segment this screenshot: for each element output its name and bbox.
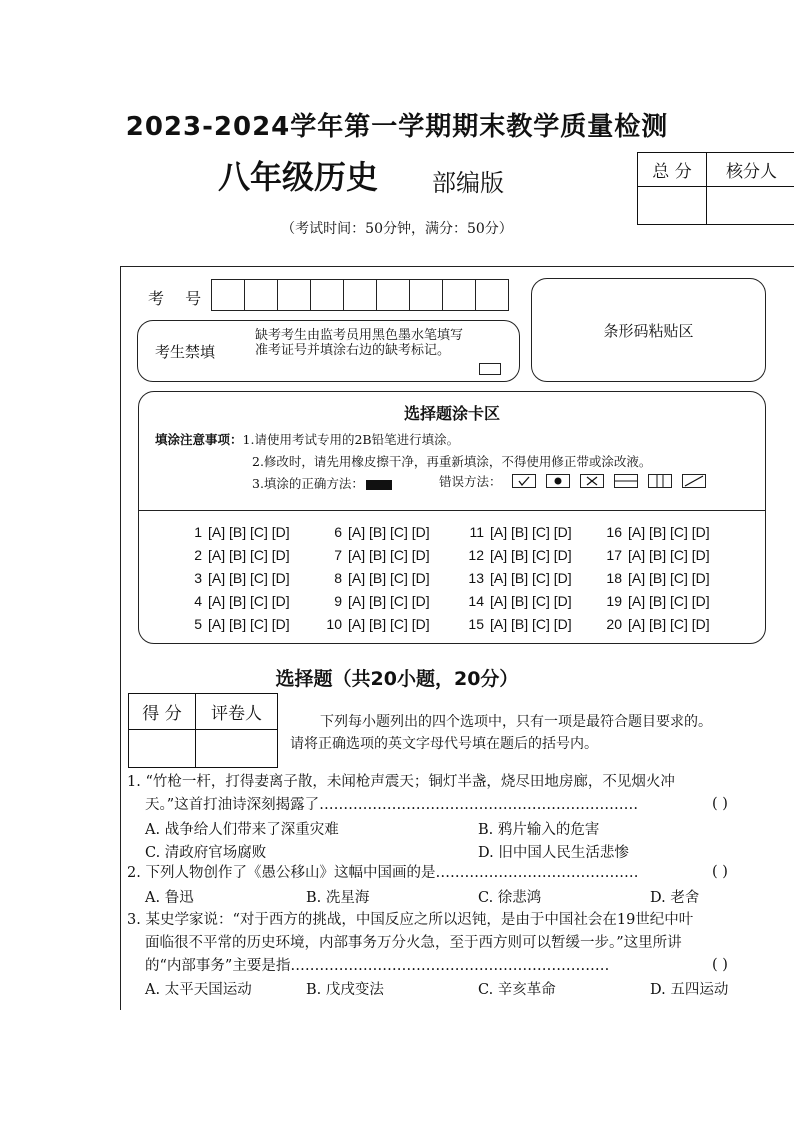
note-line-1: [155, 430, 459, 448]
answer-row[interactable]: [320, 590, 470, 613]
note-3: 3.填涂的正确方法：: [252, 476, 364, 491]
checker-cell[interactable]: [707, 187, 794, 225]
option-b: B. 冼星海: [306, 890, 370, 906]
answer-row[interactable]: [462, 567, 612, 590]
id-digit-cell[interactable]: [211, 279, 245, 311]
half-fill-mark-icon: [614, 474, 638, 488]
question-2-line-1: 2. 下列人物创作了《愚公移山》这幅中国画的是……………………………………: [127, 865, 639, 881]
correct-fill-sample: [366, 480, 392, 490]
barcode-label: 条形码粘贴区: [603, 321, 694, 340]
question-number: 1: [194, 524, 202, 540]
question-number: 9: [334, 593, 342, 609]
question-1-line-2: 天。”这首打油诗深刻揭露了…………………………………………………………: [145, 797, 639, 813]
question-number: 16: [606, 524, 622, 540]
answer-row[interactable]: [462, 521, 612, 544]
bubble-options[interactable]: [A] [B] [C] [D]: [348, 547, 430, 563]
grader-label: 评卷人: [196, 694, 278, 730]
subject-title: 八年级历史: [218, 158, 379, 196]
total-score-label: 总 分: [638, 153, 707, 187]
option-d: D. 旧中国人民生活悲惨: [478, 845, 629, 861]
option-b: B. 戊戌变法: [306, 982, 384, 998]
candidate-id-cells[interactable]: [212, 279, 509, 311]
forbidden-text: 缺考考生由监考员用黑色墨水笔填写准考证号并填涂右边的缺考标记。: [255, 328, 464, 358]
double-bar-mark-icon: [648, 474, 672, 488]
note-2: 2.修改时，请先用橡皮擦干净，再重新填涂，不得使用修正带或涂改液。: [252, 454, 652, 469]
bubble-options[interactable]: [A] [B] [C] [D]: [628, 593, 710, 609]
grader-cell[interactable]: [196, 730, 278, 768]
id-digit-cell[interactable]: [277, 279, 311, 311]
question-3-line-3: 的“内部事务”主要是指…………………………………………………………: [145, 958, 610, 974]
answer-bracket[interactable]: ( ): [712, 796, 728, 812]
option-a: A. 鲁迅: [145, 890, 194, 906]
bubble-options[interactable]: [A] [B] [C] [D]: [628, 524, 710, 540]
bubble-options[interactable]: [A] [B] [C] [D]: [208, 593, 290, 609]
bubble-options[interactable]: [A] [B] [C] [D]: [348, 524, 430, 540]
option-c: C. 清政府官场腐败: [145, 845, 267, 861]
option-d: D. 五四运动: [650, 982, 729, 998]
answer-row[interactable]: [320, 567, 470, 590]
option-d: D. 老舍: [650, 890, 700, 906]
bubble-options[interactable]: [A] [B] [C] [D]: [490, 524, 572, 540]
forbidden-label: 考生禁填: [155, 343, 216, 361]
answer-row[interactable]: [600, 567, 750, 590]
answer-row[interactable]: [462, 544, 612, 567]
option-b: B. 鸦片输入的危害: [478, 822, 600, 838]
id-digit-cell[interactable]: [343, 279, 377, 311]
answer-row[interactable]: [600, 613, 750, 636]
answer-row[interactable]: [180, 544, 330, 567]
question-number: 11: [469, 524, 484, 540]
checker-label: 核分人: [707, 153, 794, 187]
cross-mark-icon: [580, 474, 604, 488]
question-number: 19: [606, 593, 622, 609]
answer-row[interactable]: [600, 544, 750, 567]
bubble-options[interactable]: [A] [B] [C] [D]: [628, 616, 710, 632]
note-1: 1.请使用考试专用的2B铅笔进行填涂。: [242, 432, 460, 447]
answer-row[interactable]: [180, 567, 330, 590]
dot-mark-icon: [546, 474, 570, 488]
answer-card-divider: [138, 510, 766, 511]
bubble-options[interactable]: [A] [B] [C] [D]: [348, 593, 430, 609]
bubble-options[interactable]: [A] [B] [C] [D]: [490, 616, 572, 632]
question-number: 12: [468, 547, 484, 563]
wrong-label: 错误方法：: [439, 474, 502, 489]
bubble-options[interactable]: [A] [B] [C] [D]: [628, 547, 710, 563]
bubble-options[interactable]: [A] [B] [C] [D]: [208, 570, 290, 586]
bubble-options[interactable]: [A] [B] [C] [D]: [490, 547, 572, 563]
section-score-cell[interactable]: [129, 730, 196, 768]
bubble-options[interactable]: [A] [B] [C] [D]: [208, 616, 290, 632]
total-score-cell[interactable]: [638, 187, 707, 225]
id-digit-cell[interactable]: [409, 279, 443, 311]
option-c: C. 辛亥革命: [478, 982, 556, 998]
id-digit-cell[interactable]: [310, 279, 344, 311]
instruction-line-1: 下列每小题列出的四个选项中，只有一项是最符合题目要求的。: [320, 714, 712, 730]
option-a: A. 战争给人们带来了深重灾难: [145, 822, 339, 838]
section-score-label: 得 分: [129, 694, 196, 730]
exam-title: 2023-2024学年第一学期期末教学质量检测: [125, 112, 669, 142]
answer-bracket[interactable]: ( ): [712, 864, 728, 880]
answer-row[interactable]: [180, 521, 330, 544]
slash-mark-icon: [682, 474, 706, 488]
notice-label: 填涂注意事项：: [155, 432, 243, 447]
question-number: 2: [194, 547, 202, 563]
option-a: A. 太平天国运动: [145, 982, 252, 998]
bubble-options[interactable]: [A] [B] [C] [D]: [490, 593, 572, 609]
question-1-line-1: 1. “竹枪一杆，打得妻离子散，未闻枪声震天；铜灯半盏，烧尽田地房廊，不见烟火冲: [127, 774, 675, 790]
question-number: 17: [606, 547, 622, 563]
question-number: 10: [326, 616, 342, 632]
question-3-line-2: 面临很不平常的历史环境，内部事务万分火急，至于西方则可以暂缓一步。”这里所讲: [145, 935, 682, 951]
question-number: 18: [606, 570, 622, 586]
barcode-area: [531, 278, 766, 382]
answer-row[interactable]: [320, 613, 470, 636]
section-title: 选择题（共20小题，20分）: [275, 668, 519, 690]
edition-label: 部编版: [432, 169, 504, 197]
option-c: C. 徐悲鸿: [478, 890, 542, 906]
bubble-options[interactable]: [A] [B] [C] [D]: [208, 524, 290, 540]
bubble-options[interactable]: [A] [B] [C] [D]: [348, 570, 430, 586]
question-number: 7: [334, 547, 342, 563]
absent-mark[interactable]: [479, 363, 501, 375]
question-number: 13: [468, 570, 484, 586]
id-digit-cell[interactable]: [442, 279, 476, 311]
bubble-options[interactable]: [A] [B] [C] [D]: [490, 570, 572, 586]
answer-row[interactable]: [600, 590, 750, 613]
check-mark-icon: [512, 474, 536, 488]
question-number: 20: [606, 616, 622, 632]
section-score-table: [128, 693, 278, 768]
bubble-options[interactable]: [A] [B] [C] [D]: [348, 616, 430, 632]
answer-row[interactable]: [462, 590, 612, 613]
candidate-id-label: 考 号: [148, 289, 210, 308]
question-number: 15: [468, 616, 484, 632]
question-number: 14: [468, 593, 484, 609]
question-number: 3: [194, 570, 202, 586]
answer-row[interactable]: [600, 521, 750, 544]
id-digit-cell[interactable]: [376, 279, 410, 311]
note-line-3: [252, 474, 392, 492]
bubble-options[interactable]: [A] [B] [C] [D]: [628, 570, 710, 586]
answer-row[interactable]: [180, 590, 330, 613]
bubble-options[interactable]: [A] [B] [C] [D]: [208, 547, 290, 563]
answer-row[interactable]: [462, 613, 612, 636]
id-digit-cell[interactable]: [475, 279, 509, 311]
answer-bracket[interactable]: ( ): [712, 957, 728, 973]
question-number: 4: [194, 593, 202, 609]
question-number: 5: [194, 616, 202, 632]
answer-row[interactable]: [320, 521, 470, 544]
question-number: 6: [334, 524, 342, 540]
question-3-line-1: 3. 某史学家说：“对于西方的挑战，中国反应之所以迟钝，是由于中国社会在19世纪中叶: [127, 912, 694, 928]
answer-row[interactable]: [320, 544, 470, 567]
total-score-table: [637, 152, 794, 225]
question-number: 8: [334, 570, 342, 586]
answer-row[interactable]: [180, 613, 330, 636]
instruction-line-2: 请将正确选项的英文字母代号填在题后的括号内。: [290, 736, 598, 752]
answer-card-title: 选择题涂卡区: [403, 404, 500, 423]
id-digit-cell[interactable]: [244, 279, 278, 311]
wrong-methods: [439, 472, 706, 490]
exam-info: （考试时间：50分钟，满分：50分）: [281, 221, 513, 237]
